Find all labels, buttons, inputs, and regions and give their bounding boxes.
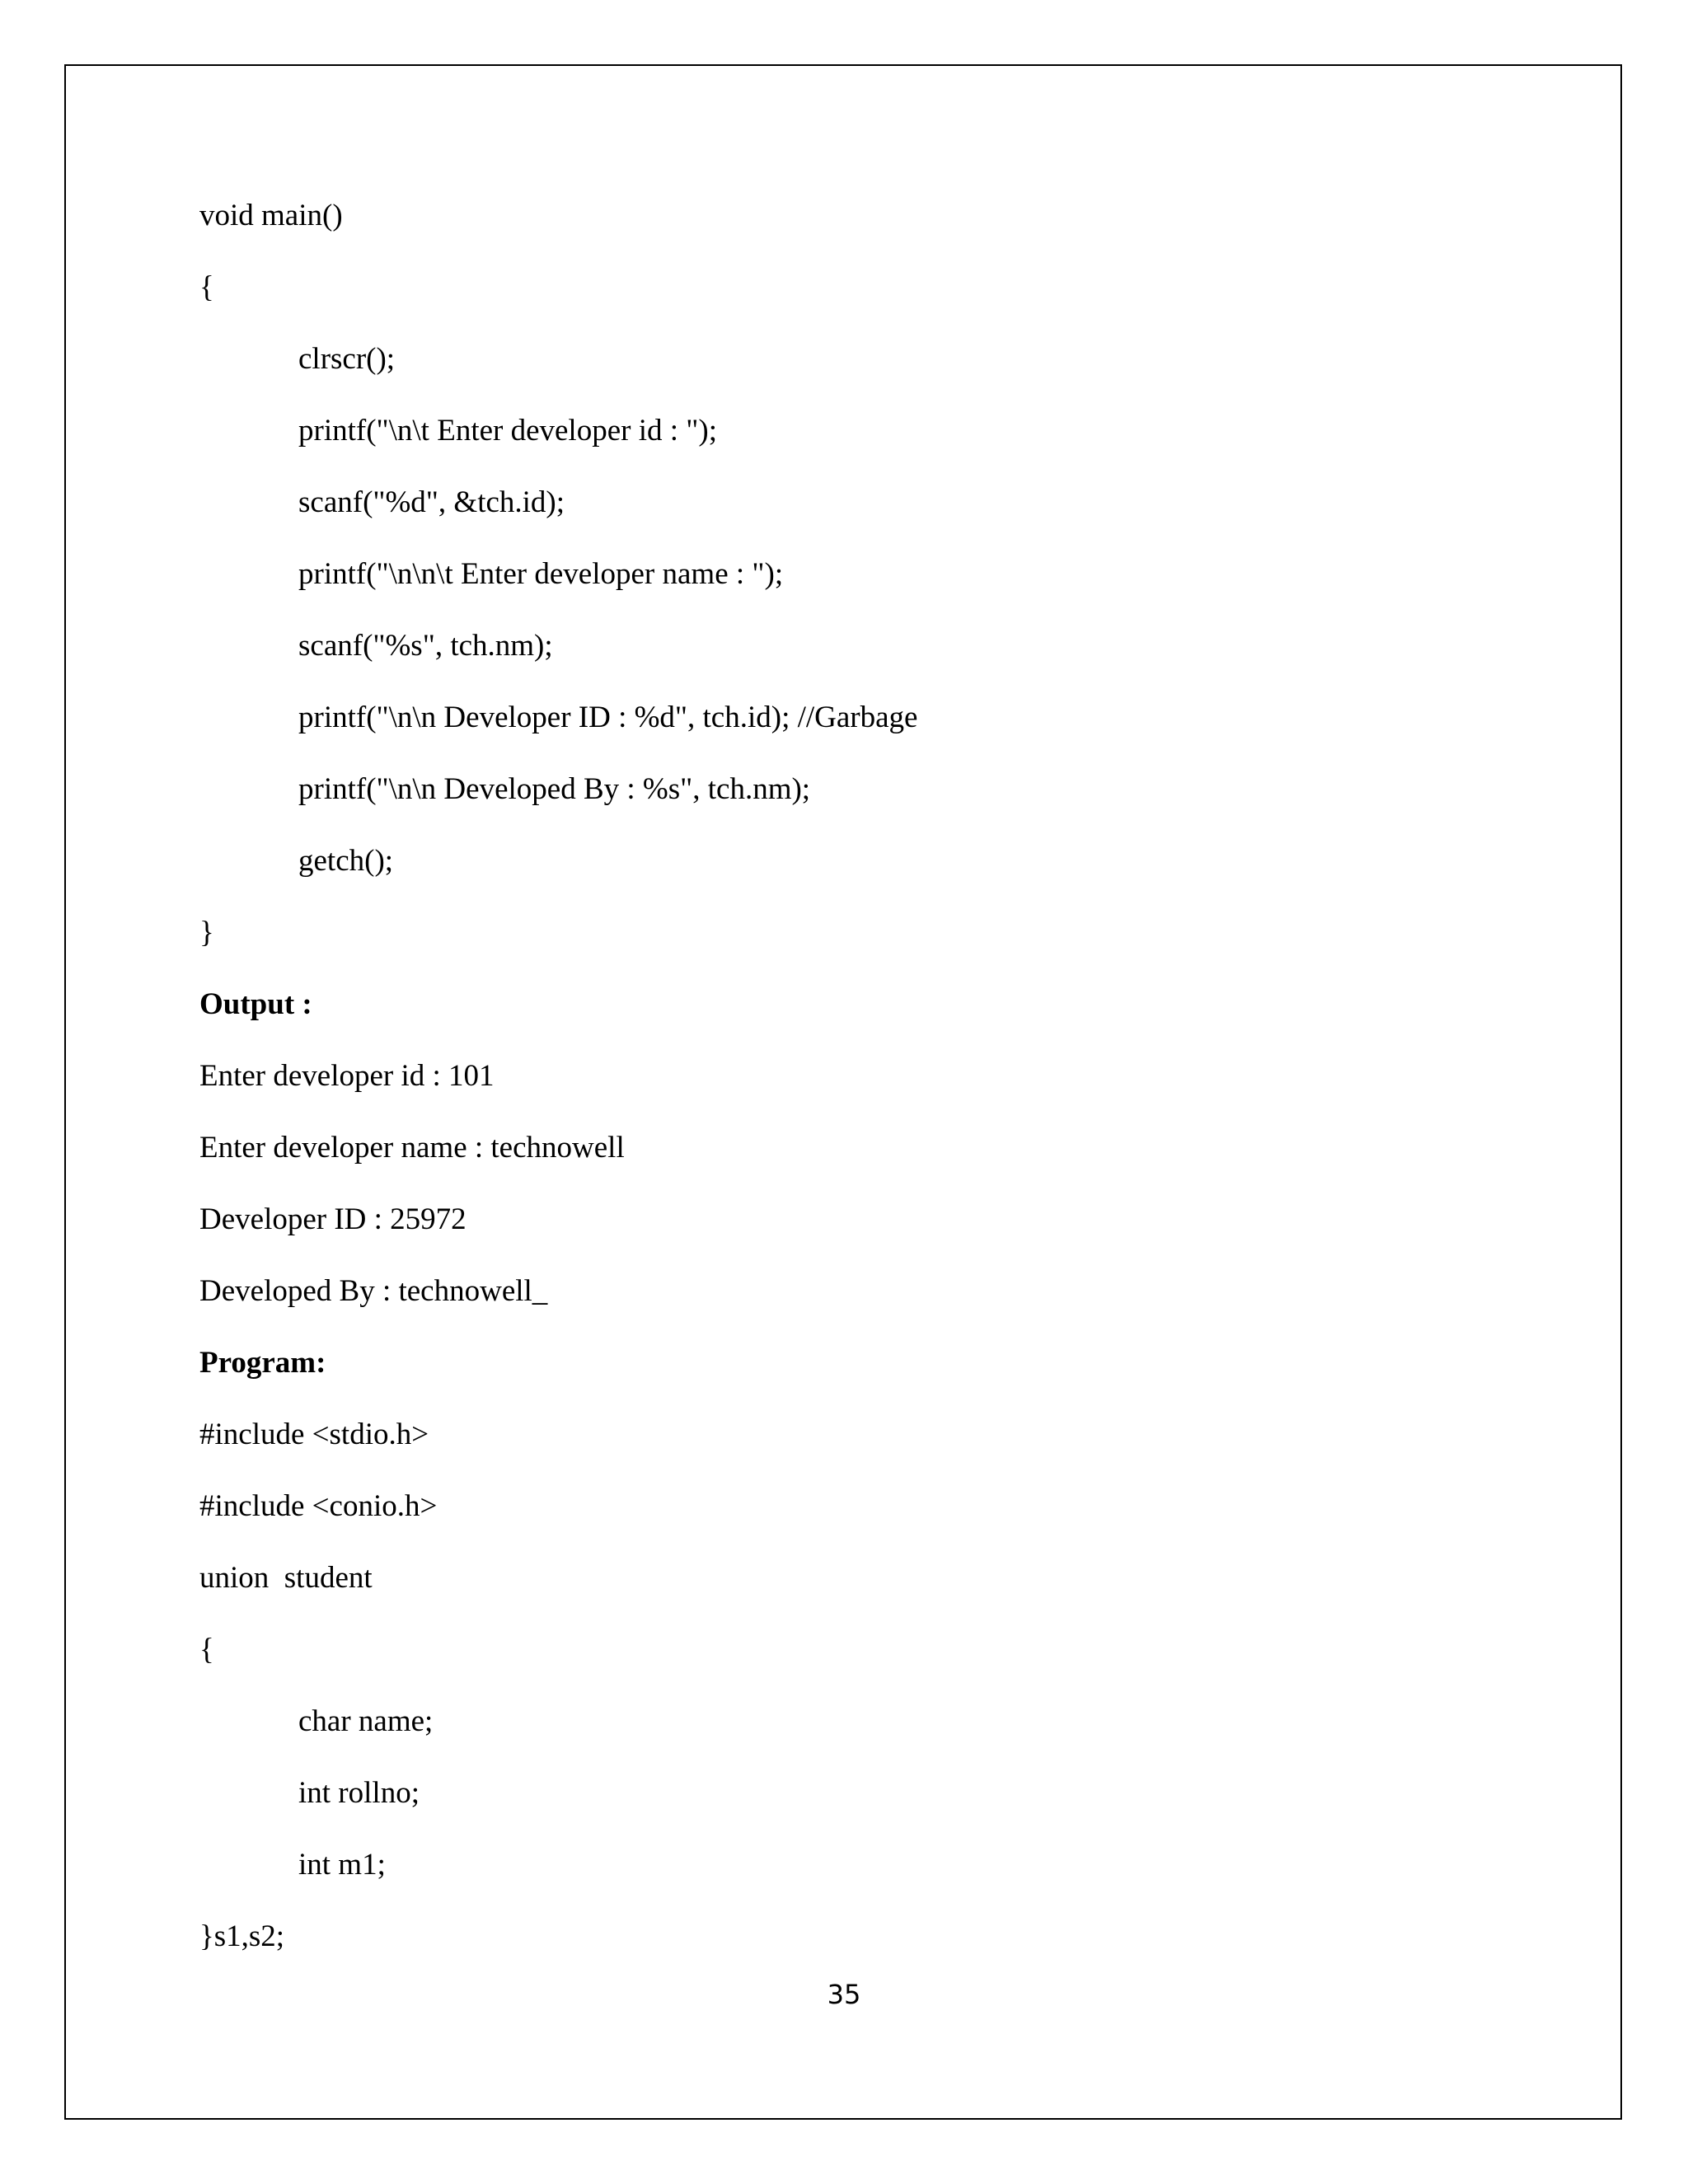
code-line: scanf("%d", &tch.id);	[298, 485, 565, 519]
output-line: Developed By : technowell_	[199, 1274, 548, 1308]
code-line: }	[199, 916, 214, 949]
code-line: clrscr();	[298, 342, 396, 376]
code-line: }s1,s2;	[199, 1919, 285, 1953]
output-line: Enter developer name : technowell	[199, 1131, 625, 1165]
output-heading: Output :	[199, 987, 312, 1021]
program-heading: Program:	[199, 1346, 326, 1380]
code-line: printf("\n\n\t Enter developer name : ");	[298, 557, 784, 591]
code-line: #include <stdio.h>	[199, 1418, 429, 1451]
code-line: getch();	[298, 844, 394, 878]
output-line: Developer ID : 25972	[199, 1202, 467, 1236]
code-line: void main()	[199, 199, 343, 232]
code-line: char name;	[298, 1704, 434, 1738]
code-line: union student	[199, 1561, 373, 1595]
code-line: int m1;	[298, 1848, 386, 1882]
code-line: {	[199, 1633, 214, 1666]
code-line: #include <conio.h>	[199, 1489, 438, 1523]
code-line: int rollno;	[298, 1776, 420, 1810]
page-number: 35	[827, 1979, 861, 2010]
output-line: Enter developer id : 101	[199, 1059, 495, 1093]
page-content	[199, 195, 1559, 1988]
code-line: scanf("%s", tch.nm);	[298, 629, 553, 663]
code-line: printf("\n\n Developed By : %s", tch.nm);	[298, 772, 811, 806]
code-line: printf("\n\t Enter developer id : ");	[298, 414, 717, 448]
code-line: {	[199, 270, 214, 304]
code-line: printf("\n\n Developer ID : %d", tch.id); //Garbage	[298, 701, 918, 734]
